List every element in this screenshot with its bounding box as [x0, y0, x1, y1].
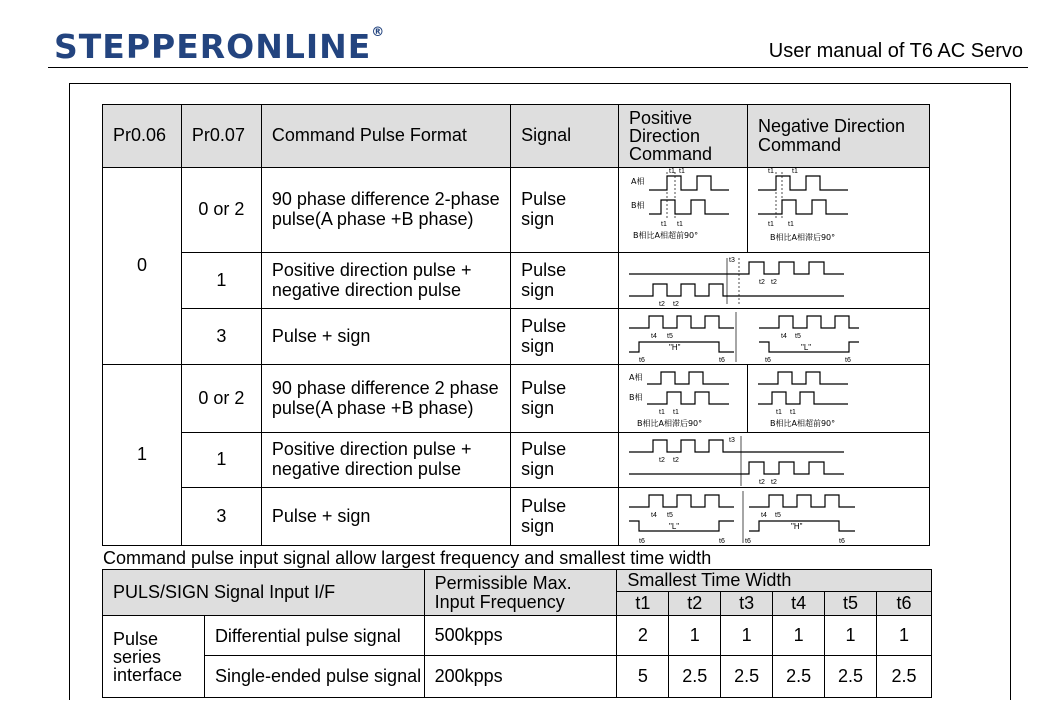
svg-text:t5: t5: [666, 511, 673, 519]
svg-text:t1: t1: [791, 168, 798, 175]
quadrature-positive-diagram: [619, 168, 747, 252]
t3-value: 2.5: [721, 656, 773, 698]
t6-value: 2.5: [876, 656, 931, 698]
t5-value: 1: [825, 616, 877, 656]
pr007-value: 0 or 2: [181, 168, 261, 253]
pulse-sign-diagram: [619, 489, 929, 545]
max-frequency: 200kpps: [424, 656, 617, 698]
t4-value: 2.5: [773, 656, 825, 698]
positive-diagram-cell: [618, 365, 747, 433]
svg-text:t3: t3: [728, 256, 735, 264]
t6-value: 1: [876, 616, 931, 656]
header-interface: PULS/SIGN Signal Input I/F: [103, 570, 425, 616]
svg-text:t2: t2: [658, 300, 665, 308]
svg-text:t6: t6: [838, 537, 845, 545]
header-pr007: Pr0.07: [181, 105, 261, 168]
table-row: [103, 656, 932, 698]
phase-a-label: A相: [630, 177, 645, 186]
t4-value: 1: [773, 616, 825, 656]
svg-text:t6: t6: [718, 356, 725, 364]
t1-value: 5: [617, 656, 669, 698]
pulse-pair-diagram-cell: [618, 433, 929, 488]
pr007-value: 1: [181, 253, 261, 309]
interface-group: Pulse series interface: [103, 616, 205, 698]
t1-value: 2: [617, 616, 669, 656]
header-positive: Positive Direction Command: [618, 105, 747, 168]
sign-level-label: "H": [790, 521, 803, 531]
table-row: [103, 488, 930, 546]
format-text: Positive direction pulse + negative direction pulse: [261, 253, 510, 309]
svg-text:t5: t5: [794, 332, 801, 340]
header-signal: Signal: [511, 105, 619, 168]
header-format: Command Pulse Format: [261, 105, 510, 168]
signal-type: Single-ended pulse signal: [204, 656, 424, 698]
pulse-sign-diagram: [619, 310, 929, 364]
frequency-table: [102, 569, 932, 698]
signal-text: Pulse sign: [511, 168, 619, 253]
svg-text:t4: t4: [780, 332, 787, 340]
svg-text:t5: t5: [666, 332, 673, 340]
header-t4: t4: [773, 592, 825, 616]
format-text: Positive direction pulse + negative direction pulse: [261, 433, 510, 488]
pr007-value: 1: [181, 433, 261, 488]
quadrature-negative-diagram: [748, 168, 928, 252]
svg-text:t2: t2: [758, 278, 765, 286]
svg-text:t5: t5: [774, 511, 781, 519]
header-t2: t2: [669, 592, 721, 616]
sign-level-label: "H": [668, 342, 681, 352]
negative-diagram-cell: [747, 365, 929, 433]
svg-text:t1: t1: [789, 408, 796, 416]
quadrature-negative-diagram: [748, 366, 928, 432]
signal-text: Pulse sign: [511, 253, 619, 309]
svg-text:t1: t1: [767, 168, 774, 175]
signal-text: Pulse sign: [511, 488, 619, 546]
pr006-value: 1: [103, 365, 182, 546]
pr006-value: 0: [103, 168, 182, 365]
table-row: [103, 365, 930, 433]
pos-neg-pulse-diagram: [619, 434, 929, 487]
registered-mark: ®: [371, 25, 386, 40]
pulse-sign-diagram-cell: [618, 488, 929, 546]
positive-diagram-cell: [618, 168, 747, 253]
frequency-caption: Command pulse input signal allow largest frequency and smallest time width: [103, 548, 712, 568]
phase-caption: B相比A相超前90°: [769, 418, 836, 428]
pr007-value: 3: [181, 309, 261, 365]
pulse-sign-diagram-cell: [618, 309, 929, 365]
signal-text: Pulse sign: [511, 433, 619, 488]
svg-text:t3: t3: [728, 436, 735, 444]
header-negative: Negative Direction Command: [747, 105, 929, 168]
pr007-value: 0 or 2: [181, 365, 261, 433]
svg-text:t6: t6: [764, 356, 771, 364]
header-t1: t1: [617, 592, 669, 616]
header-t6: t6: [876, 592, 931, 616]
header-row: [103, 105, 930, 168]
svg-text:t1: t1: [658, 408, 665, 416]
sign-level-label: "L": [668, 521, 680, 531]
freq-header-row: [103, 570, 932, 592]
header-t5: t5: [825, 592, 877, 616]
table-row: [103, 168, 930, 253]
table-row: [103, 309, 930, 365]
document-title: User manual of T6 AC Servo: [768, 40, 1023, 62]
negative-diagram-cell: [747, 168, 929, 253]
header-pr006: Pr0.06: [103, 105, 182, 168]
t2-value: 2.5: [669, 656, 721, 698]
svg-text:t6: t6: [844, 356, 851, 364]
t3-value: 1: [721, 616, 773, 656]
format-text: 90 phase difference 2-phase pulse(A phase +B phase): [261, 168, 510, 253]
svg-text:t4: t4: [650, 511, 657, 519]
sign-level-label: "L": [800, 342, 812, 352]
table-row: [103, 433, 930, 488]
svg-text:t1: t1: [660, 221, 667, 228]
table-row: [103, 253, 930, 309]
svg-text:t1: t1: [787, 221, 794, 228]
phase-caption: B相比A相超前90°: [632, 231, 699, 240]
header-rule: [48, 67, 1028, 68]
format-text: Pulse + sign: [261, 309, 510, 365]
quadrature-positive-diagram: [619, 366, 747, 432]
brand-name: STEPPERONLINE: [54, 27, 372, 66]
signal-type: Differential pulse signal: [204, 616, 424, 656]
t2-value: 1: [669, 616, 721, 656]
svg-text:t1: t1: [676, 221, 683, 228]
svg-text:t2: t2: [758, 478, 765, 486]
svg-text:t6: t6: [718, 537, 725, 545]
t5-value: 2.5: [825, 656, 877, 698]
phase-a-label: A相: [628, 372, 643, 382]
svg-text:t1: t1: [775, 408, 782, 416]
svg-text:t2: t2: [672, 300, 679, 308]
pr007-value: 3: [181, 488, 261, 546]
header-t3: t3: [721, 592, 773, 616]
svg-text:t6: t6: [744, 537, 751, 545]
svg-text:t6: t6: [638, 356, 645, 364]
svg-text:t1: t1: [767, 221, 774, 228]
phase-caption: B相比A相滞后90°: [769, 233, 836, 242]
svg-text:t6: t6: [638, 537, 645, 545]
svg-text:t2: t2: [770, 278, 777, 286]
format-text: Pulse + sign: [261, 488, 510, 546]
svg-text:t4: t4: [760, 511, 767, 519]
pos-neg-pulse-diagram: [619, 254, 929, 308]
svg-text:t4: t4: [650, 332, 657, 340]
signal-text: Pulse sign: [511, 309, 619, 365]
svg-text:t2: t2: [770, 478, 777, 486]
brand-logo: [54, 25, 386, 66]
pulse-pair-diagram-cell: [618, 253, 929, 309]
svg-text:t1: t1: [668, 168, 675, 175]
phase-caption: B相比A相滞后90°: [636, 418, 703, 428]
svg-text:t1: t1: [678, 168, 685, 175]
max-frequency: 500kpps: [424, 616, 617, 656]
svg-text:t2: t2: [658, 456, 665, 464]
format-text: 90 phase difference 2 phase pulse(A phase +B phase): [261, 365, 510, 433]
svg-text:t1: t1: [672, 408, 679, 416]
header-frequency: Permissible Max. Input Frequency: [424, 570, 617, 616]
table-row: [103, 616, 932, 656]
signal-text: Pulse sign: [511, 365, 619, 433]
command-pulse-table: [102, 104, 930, 546]
header-time-width: Smallest Time Width: [617, 570, 932, 592]
phase-b-label: B相: [630, 201, 645, 210]
phase-b-label: B相: [628, 392, 643, 402]
svg-text:t2: t2: [672, 456, 679, 464]
